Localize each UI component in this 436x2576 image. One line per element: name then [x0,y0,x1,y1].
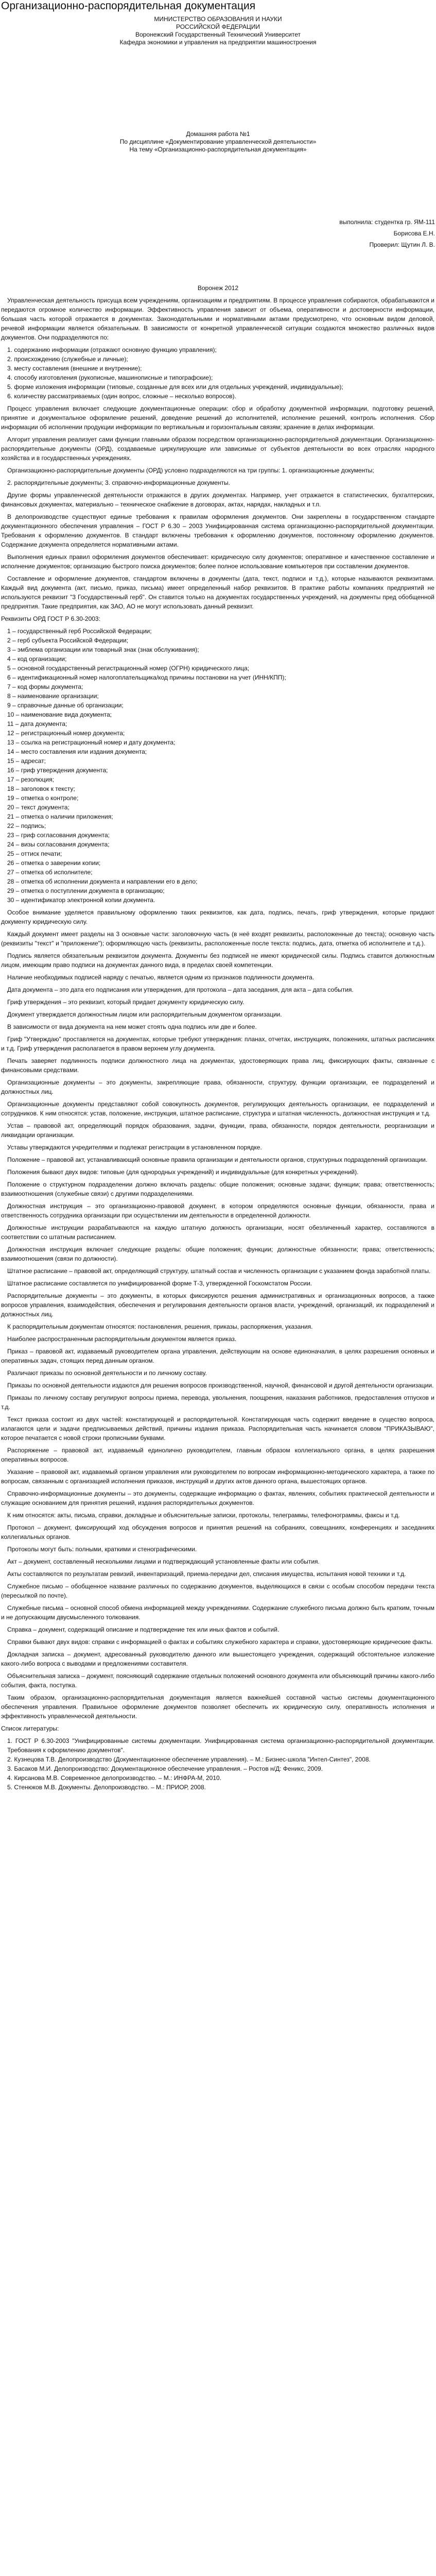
paragraph: Особое внимание уделяется правильному оформлению таких реквизитов, как дата, подпись, печать, гриф утверждения, которые придают документу юридическую силу. [1,909,434,925]
signature-line: выполнила: студентка гр. ЯМ-111 [339,218,435,226]
header-line: МИНИСТЕРСТВО ОБРАЗОВАНИЯ И НАУКИ [154,15,282,23]
paragraph: Выполнения единых правил оформления документов обеспечивает: юридическую силу документов; оперативное и качественное составление и исполнение документов; организацию быстрого поиска документов; более полное использование компьютеров при составлении документов. [1,553,434,570]
paragraph: Устав – правовой акт, определяющий порядок образования, задачи, функции, права, обязанности, порядок деятельности, реорганизации и ликвидации организации. [1,1122,434,1139]
paragraph: Докладная записка – документ, адресованный руководителю данного или вышестоящего учреждения, содержащий обстоятельное изложение какого-либо вопроса с выводами и предложениями составителя. [1,1651,434,1667]
list-item: 15 – адресат; [7,757,46,765]
paragraph: К распорядительным документам относятся: постановления, решения, приказы, распоряжения, указания. [7,1323,313,1330]
homework-line: По дисциплине «Документирование управленческой деятельности» [119,138,317,145]
list-item: 22 – подпись; [7,822,46,829]
list-item: 6. количеству рассматриваемых (один вопрос, сложные – несколько вопросов). [7,393,236,400]
paragraph: Организационно-распорядительные документы (ОРД) условно подразделяются на три группы: 1. организационные документы; [7,467,374,474]
page-title: Организационно-распорядительная документация [1,0,256,12]
paragraph: Служебные письма – основной способ обмена информацией между учреждениями. Содержание служебного письма должно быть кратким, точным и не допускающим двусмысленного толкования. [1,1604,434,1621]
paragraph: Штатное расписание составляется по унифицированной форме Т-3, утвержденной Госкомстатом России. [7,1280,312,1287]
paragraph: Объяснительная записка – документ, поясняющий содержание отдельных положений основного документа или объясняющий причины какого-либо события, факта, поступка. [1,1672,434,1689]
paragraph: Различают приказы по основной деятельности и по личному составу. [7,1369,207,1377]
list-item: 1 – государственный герб Российской Федерации; [7,628,152,635]
paragraph: Гриф "Утверждаю" проставляется на документах, которые требуют утверждения: планах, отчетах, инструкциях, положениях, штатных расписаниях и т.д. Гриф утверждения располагается в правом верхнем углу документа. [1,1036,434,1052]
signature-block [229,216,435,250]
list-item: 5. Стенюков М.В. Документы. Делопроизводство. – М.: ПРИОР, 2008. [7,1784,206,1791]
paragraph: Положения бывают двух видов: типовые (для однородных учреждений) и индивидуальные (для конкретных учреждений). [7,1168,359,1176]
paragraph: Каждый документ имеет разделы на 3 основные части: заголовочную часть (в неё входят реквизиты, расположенные до текста); основную часть (реквизиты "текст" и "приложение"); оформляющую часть (реквизиты, расположенные после текста: подпись, дата, отметка об исполнителе и т.д.). [1,930,434,947]
list-item: 3 – эмблема организации или товарный знак (знак обслуживания); [7,646,199,653]
paragraph: Протокол – документ, фиксирующий ход обсуждения вопросов и принятия решений на собраниях, совещаниях, конференциях и заседаниях коллегиальных органов. [1,1524,434,1540]
header-line: Кафедра экономики и управления на предприятии машиностроения [119,39,317,46]
bibliography-list [1,1736,434,1792]
paragraph: Должностные инструкции разрабатываются на каждую штатную должность организации, носят обезличенный характер, составляются в соответствии со штатным расписанием. [1,1224,434,1241]
paragraph: Печать заверяет подлинность подписи должностного лица на документах, удостоверяющих права лиц, фиксирующих факты, связанные с финансовыми средствами. [1,1057,434,1074]
paragraph: В зависимости от вида документа на нем может стоять одна подпись или две и более. [7,1023,257,1030]
paragraph: Штатное расписание – правовой акт, определяющий структуру, штатный состав и численность организации с указанием фонда заработной платы. [7,1267,431,1275]
paragraph: Указание – правовой акт, издаваемый органом управления или руководителем по вопросам информационно-методического характера, а также по вопросам, связанным с организацией исполнения приказов, инструкций и других актов данного органа, вышестоящих органов. [1,1468,434,1485]
homework-line: На тему «Организационно-распорядительная документация» [129,146,307,153]
list-item: 9 – справочные данные об организации; [7,702,124,709]
list-item: 30 – идентификатор электронной копии документа. [7,896,155,904]
list-item: 26 – отметка о заверении копии; [7,859,101,867]
paragraph: Таким образом, организационно-распорядительная документация является важнейшей составной частью системы документационного обеспечения управления. Правильное оформление документов позволяет обеспечить их юридическую силу, оперативность исполнения и эффективность управленческой деятельности. [1,1694,434,1720]
list-item: 18 – заголовок к тексту; [7,785,75,792]
signature-line: Проверил: Щутин Л. В. [369,241,435,248]
paragraph: 2. распорядительные документы; 3. справочно-информационные документы. [7,479,230,486]
list-item: 5 – основной государственный регистрационный номер (ОГРН) юридического лица; [7,665,250,672]
list-item: 1. содержанию информации (отражают основную функцию управления); [7,346,217,353]
list-item: 16 – гриф утверждения документа; [7,767,108,774]
paragraph: Должностная инструкция включает следующие разделы: общие положения; функции; должностные обязанности; права; ответственность; взаимоотношения (связи по должности). [1,1246,434,1262]
list-item: 7 – код формы документа; [7,683,83,690]
list-item: 2. происхождению (служебные и личные); [7,355,128,363]
paragraph: Подпись является обязательным реквизитом документа. Документы без подписей не имеют юридической силы. Подпись ставится должностным лицом, имеющим право подписи на документах данного вида, в пределах своей компетенции. [1,952,434,969]
list-item: 5. форме изложения информации (типовые, созданные для всех или для отдельных учреждений, индивидуальные); [7,383,343,391]
paragraph: К ним относятся: акты, письма, справки, докладные и объяснительные записки, протоколы, телеграммы, телефонограммы, факсы и т.д. [7,1512,400,1519]
list-item: 14 – место составления или издания документа; [7,748,147,755]
list-item: 10 – наименование вида документа; [7,711,112,718]
list-item: 4. Кирсанова М.В. Современное делопроизводство. – М.: ИНФРА-М, 2010. [7,1774,222,1782]
list-item: 28 – отметка об исполнении документа и направлении его в дело; [7,878,198,885]
classification-list [1,345,434,401]
paragraph: Справка – документ, содержащий описание и подтверждение тех или иных фактов и событий. [7,1626,280,1633]
paragraph: Положение о структурном подразделении должно включать разделы: общие положения; основные задачи; функции; права; ответственность; взаимоотношения (служебные связи) с другими подразделениями. [1,1181,434,1197]
list-item: 2 – герб субъекта Российской Федерации; [7,637,129,644]
list-item: 21 – отметка о наличии приложения; [7,813,113,820]
paragraph: Гриф утверждения – это реквизит, который придает документу юридическую силу. [7,998,245,1006]
homework-title [0,130,436,154]
list-item: 3. Басаков М.И. Делопроизводство: Документационное обеспечение управления. – Ростов н/Д: Феникс, 2009. [7,1765,323,1772]
list-item: 3. месту составления (внешние и внутренние); [7,365,142,372]
bibliography-heading: Список литературы: [1,1725,59,1732]
paragraph: Должностная инструкция – это организационно-правовой документ, в котором определяются основные функции, обязанности, права и ответственность сотрудника организации при осуществлении им деятельности в определенной должности. [1,1202,434,1219]
signature-line: Борисова Е.Н. [393,230,435,237]
list-item: 24 – визы согласования документа; [7,841,110,848]
paragraph: Дата документа – это дата его подписания или утверждения, для протокола – дата заседания, для акта – дата события. [7,986,354,993]
paragraph: Распорядительные документы – это документы, в которых фиксируются решения административных и организационных вопросов, а также вопросов управления, взаимодействия, обеспечения и регулирования деятельности органов власти, учреждений, организаций, их подразделений и должностных лиц. [1,1292,434,1318]
header-line: Воронежский Государственный Технический Университет [135,31,301,38]
list-item: 1. ГОСТ Р 6.30-2003 "Унифицированные системы документации. Унифицированная система организационно-распорядительной документации. Требования к оформлению документов". [7,1737,434,1754]
list-item: 20 – текст документа; [7,804,69,811]
list-item: 27 – отметка об исполнителе; [7,869,93,876]
list-item: 19 – отметка о контроле; [7,794,79,802]
paragraph: Текст приказа состоит из двух частей: констатирующей и распорядительной. Констатирующая часть содержит введение в существо вопроса, излагаются цели и задачи предписываемых действий, причины издания приказа. Распорядительная часть начинается словом "ПРИКАЗЫВАЮ", которое печатается с новой строки прописными буквами. [1,1416,434,1442]
paragraph: Управленческая деятельность присуща всем учреждениям, организациям и предприятиям. В процессе управления собираются, обрабатываются и передаются огромное количество информации. Эффективность управления зависит от объема, оперативности и достоверности информации, большая часть которой отражается в документах. Законодательными и нормативными актами предусмотрено, что основным видом деловой, речевой информации является обязательным. В зависимости от конкретной управленческой ситуации создаются множество различных видов документов. Они подразделяются по: [1,297,434,341]
paragraph: Распоряжение – правовой акт, издаваемый единолично руководителем, главным образом коллегиального органа, в целях разрешения оперативных вопросов. [1,1447,434,1463]
paragraph: Служебное письмо – обобщенное название различных по содержанию документов, выделяющихся в связи с особым способом передачи текста (пересылкой по почте). [1,1583,434,1599]
paragraph: Приказ – правовой акт, издаваемый руководителем органа управления, действующим на основе единоначалия, в целях разрешения основных и оперативных задач, стоящих перед данным органом. [1,1348,434,1364]
paragraph: Процесс управления включает следующие документационные операции: сбор и обработку документной информации, подготовку решений, принятие и документальное оформление решений, доведение решений до исполнителей, исполнение решений, контроль исполнения. Сбор информации об исполнении продукции информации по вертикальным и горизонтальным связям; хранение в делах информации. [1,405,434,431]
list-item: 11 – дата документа; [7,720,67,727]
paragraph: Приказы по основной деятельности издаются для решения вопросов производственной, научной, финансовой и другой деятельности организации. [7,1382,434,1389]
header-line: РОССИЙСКОЙ ФЕДЕРАЦИИ [176,23,260,30]
paragraph: Акт – документ, составленный несколькими лицами и подтверждающий установленные факты или события. [7,1558,320,1565]
paragraph: Протоколы могут быть: полными, краткими и стенографическими. [7,1546,197,1553]
list-item: 29 – отметка о поступлении документа в организацию; [7,887,165,894]
list-item: 6 – идентификационный номер налогоплательщика/код причины постановки на учет (ИНН/КПП); [7,674,286,681]
list-item: 23 – гриф согласования документа; [7,832,110,839]
list-item: 13 – ссылка на регистрационный номер и дату документа; [7,739,176,746]
requisites-list [1,626,434,905]
paragraph: Наличие необходимых подписей наряду с печатью, является одним из признаков подлинности документа. [7,974,315,981]
list-item: 17 – резолюция; [7,776,54,783]
paragraph: Организационные документы – это документы, закрепляющие права, обязанности, структуру, функции организации, ее подразделений и должностных лиц. [1,1079,434,1095]
homework-line: Домашняя работа №1 [186,130,250,138]
paragraph: Уставы утверждаются учредителями и подлежат регистрации в установленном порядке. [7,1144,262,1151]
list-item: 25 – оттиск печати; [7,850,62,857]
paragraph: Акты составляются по результатам ревизий, инвентаризаций, приема-передачи дел, списания имущества, испытания новой техники и т.д. [7,1570,406,1578]
paragraph: Положение – правовой акт, устанавливающий основные правила организации и деятельности органов, структурных подразделений организации. [7,1156,428,1163]
paragraph: Документ утверждается должностным лицом или распорядительным документом организации. [7,1011,282,1018]
document-body [1,296,434,1795]
paragraph: Реквизиты ОРД ГОСТ Р 6.30-2003: [1,615,100,622]
list-item: 12 – регистрационный номер документа; [7,730,125,737]
list-item: 4. способу изготовления (рукописные, машинописные и типографские); [7,374,213,381]
paragraph: Справки бывают двух видов: справки с информацией о фактах и событиях служебного характера и справки, удостоверяющие юридические факты. [7,1638,433,1646]
paragraph: Приказы по личному составу регулируют вопросы приема, перевода, увольнения, поощрения, наказания работников, предоставления отпусков и т.д. [1,1394,434,1411]
list-item: 4 – код организации; [7,655,67,663]
paragraph: В делопроизводстве существуют единые требования к правилам оформления документов. Они закреплены в государственном стандарте документационного обеспечения управления – ГОСТ Р 6.30 – 2003 Унифицированная система организационно-распорядительной документации. Требования к оформлению документов. В стандарт включены требования к оформлению документов, постоянному оформлению документов. Содержание документа определяется нормативными актами. [1,513,434,548]
paragraph: Справочно-информационные документы – это документы, содержащие информацию о фактах, явлениях, событиях практической деятельности и служащие основанием для принятия решений, издания распорядительных документов. [1,1490,434,1506]
paragraph: Организационные документы представляют собой совокупность документов, регулирующих деятельность организации, ее подразделений и сотрудников. К ним относятся: устав, положение, инструкция, штатное расписание, структура и штатная численность, должностная инструкция и т.д. [1,1100,434,1117]
list-item: 2. Кузнецова Т.В. Делопроизводство (Документационное обеспечение управления). – М.: Бизнес-школа "Интел-Синтез", 2008. [7,1756,371,1763]
ministry-header [0,15,436,46]
paragraph: Другие формы управленческой деятельности отражаются в других документах. Например, учет отражается в статистических, бухгалтерских, финансовых документах, материально – техническое снабжение в договорах, актах, нарядах, накладных и т.п. [1,492,434,508]
paragraph: Наиболее распространенным распорядительным документом является приказ. [7,1335,237,1343]
city-year: Воронеж 2012 [197,284,239,292]
paragraph: Составление и оформление документов, стандартом включены в документы (дата, текст, подписи и т.д.), которые называются реквизитами. Каждый вид документа (акт, письмо, приказ, письма) имеет определенный набор реквизитов. В практике работы компаниях предприятий не используются реквизит "3 Государственный герб". Он ставится только на документах государственных учреждений, на документы пред обобщенной предприятия. Такие предприятия, как ЗАО, АО не могут использовать данный реквизит. [1,575,434,610]
paragraph: Алгорит управления реализует сами функции главными образом посредством организационно-распорядительной документации. Организационно-распорядительные документы (ОРД), создаваемые циркулирующие или зависимые от субъектов деятельности во всех отраслях народного хозяйства и в государственных учреждениях. [1,436,434,462]
list-item: 8 – наименование организации; [7,692,99,700]
